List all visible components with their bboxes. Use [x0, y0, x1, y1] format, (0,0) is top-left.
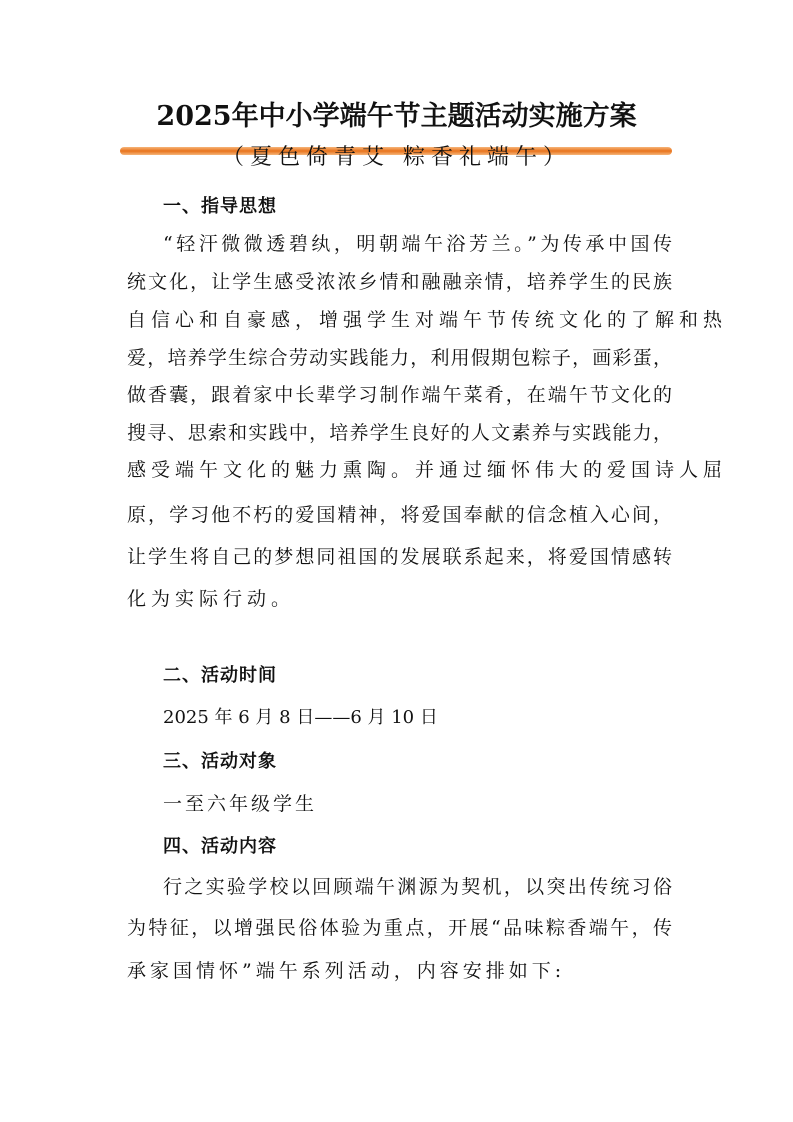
- body-line: 做香囊，跟着家中长辈学习制作端午菜肴，在端午节文化的: [127, 384, 672, 406]
- body-line: 自信心和自豪感，增强学生对端午节传统文化的了解和热: [127, 309, 728, 331]
- body-line: 一至六年级学生: [163, 793, 318, 815]
- body-line: 行之实验学校以回顾端午渊源为契机，以突出传统习俗: [163, 876, 672, 898]
- body-line: 原，学习他不朽的爱国精神，将爱国奉献的信念植入心间，: [127, 504, 672, 526]
- body-line: 2025 年 6 月 8 日——6 月 10 日: [163, 707, 438, 728]
- body-line: 化为实际行动。: [127, 588, 296, 610]
- section-heading: 一、指导思想: [163, 196, 277, 217]
- section-heading: 二、活动时间: [163, 665, 277, 686]
- section-heading: 四、活动内容: [163, 836, 277, 857]
- body-line: 搜寻、思索和实践中，培养学生良好的人文素养与实践能力，: [127, 422, 672, 444]
- section-heading: 三、活动对象: [163, 751, 277, 772]
- body-line: 承家国情怀”端午系列活动，内容安排如下:: [127, 960, 566, 982]
- body-line: 让学生将自己的梦想同祖国的发展联系起来，将爱国情感转: [127, 546, 672, 568]
- body-line: 爱，培养学生综合劳动实践能力，利用假期包粽子，画彩蛋，: [127, 347, 672, 369]
- body-line: “轻汗微微透碧纨，明朝端午浴芳兰。”为传承中国传: [163, 233, 672, 255]
- document-title: 2025年中小学端午节主题活动实施方案: [156, 101, 637, 132]
- document-subtitle: （夏色倚青艾 粽香礼端午）: [222, 145, 571, 170]
- body-line: 为特征，以增强民俗体验为重点，开展“品味粽香端午，传: [127, 917, 672, 939]
- body-line: 统文化，让学生感受浓浓乡情和融融亲情，培养学生的民族: [127, 271, 672, 293]
- body-line: 感受端午文化的魅力熏陶。并通过缅怀伟大的爱国诗人屈: [127, 459, 728, 481]
